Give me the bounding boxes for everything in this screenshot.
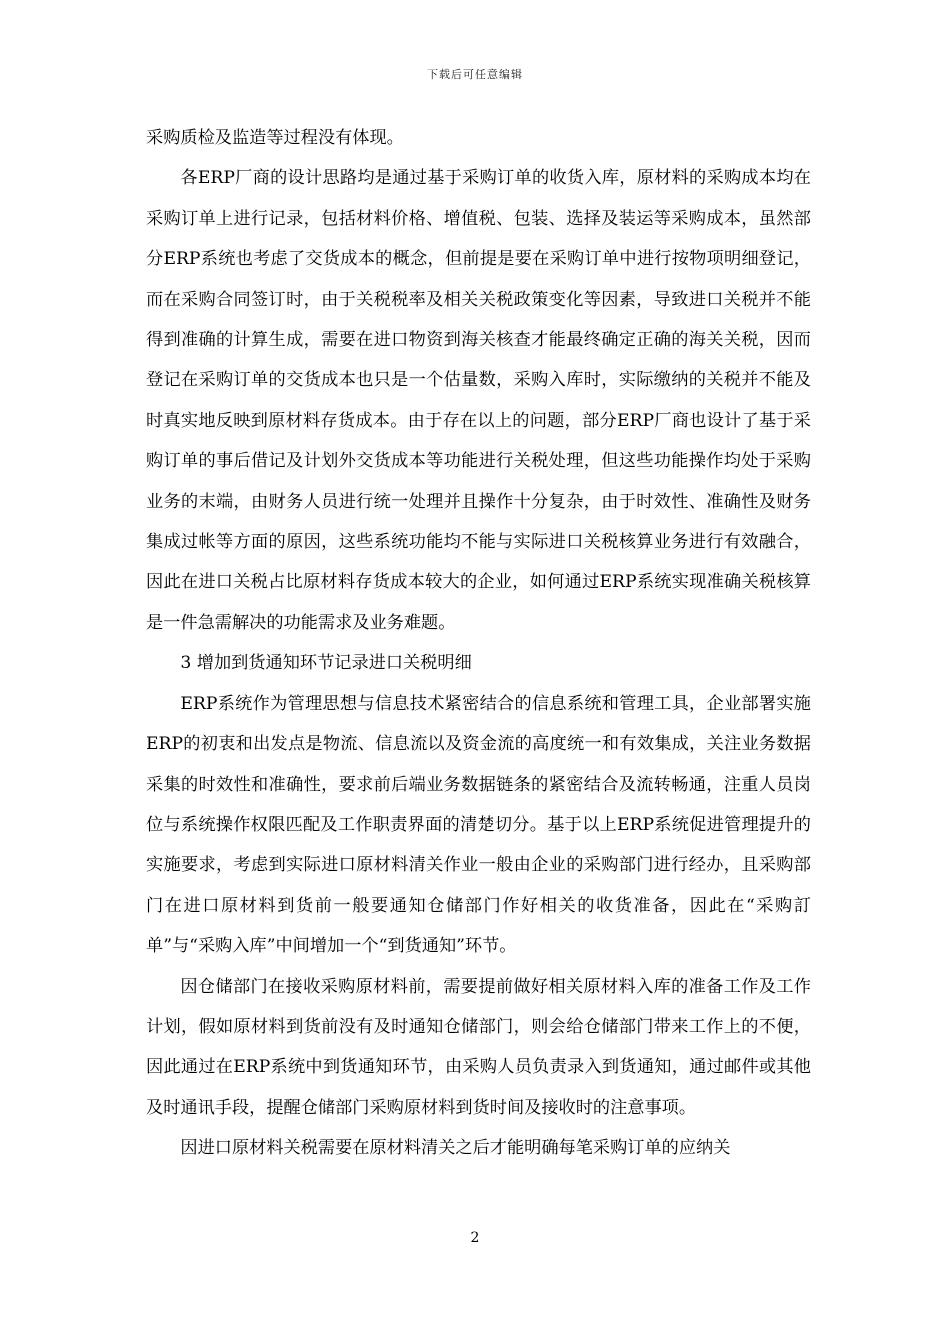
paragraph-erp-vendors: 各ERP厂商的设计思路均是通过基于采购订单的收货入库，原材料的采购成本均在采购订单上进行记录，包括材料价格、增值税、包装、选择及装运等采购成本，虽然部分ERP系统也考虑了交货成本的概念，但前提是要在采购订单中进行按物项明细登记，而在采购合同签订时，由于关税税率及相关关税政策变化等因素，导致进口关税并不能得到准确的计算生成，需要在进口物资到海关核查才能最终确定正确的海关关税，因而登记在采购订单的交货成本也只是一个估量数，采购入库时，实际缴纳的关税并不能及时真实地反映到原材料存货成本。由于存在以上的问题，部分ERP厂商也设计了基于采购订单的事后借记及计划外交货成本等功能进行关税处理，但这些功能操作均处于采购业务的末端，由财务人员进行统一处理并且操作十分复杂，由于时效性、准确性及财务集成过帐等方面的原因，这些系统功能均不能与实际进口关税核算业务进行有效融合，因此在进口关税占比原材料存货成本较大的企业，如何通过ERP系统实现准确关税核算是一件急需解决的功能需求及业务难题。: [146, 168, 811, 633]
paragraph-import-duty: 因进口原材料关税需要在原材料清关之后才能明确每笔采购订单的应纳关: [180, 1138, 731, 1159]
page-number: 2: [470, 1230, 480, 1246]
paragraph-warehouse: 因仓储部门在接收采购原材料前，需要提前做好相关原材料入库的准备工作及工作计划，假如原材料到货前没有及时通知仓储部门，则会给仓储部门带来工作上的不便，因此通过在ERP系统中到货通知环节，由采购人员负责录入到货通知，通过邮件或其他及时通讯手段，提醒仓储部门采购原材料到货时间及接收时的注意事项。: [146, 976, 811, 1118]
document-body: [146, 118, 811, 1169]
page-header-note: 下载后可任意编辑: [427, 68, 523, 81]
paragraph-continuation: 采购质检及监造等过程没有体现。: [146, 128, 404, 148]
section-heading: 3 增加到货通知环节记录进口关税明细: [180, 653, 472, 674]
paragraph-erp-system: ERP系统作为管理思想与信息技术紧密结合的信息系统和管理工具，企业部署实施ERP的初衷和出发点是物流、信息流以及资金流的高度统一和有效集成，关注业务数据采集的时效性和准确性，要求前后端业务数据链条的紧密结合及流转畅通，注重人员岗位与系统操作权限匹配及工作职责界面的清楚切分。基于以上ERP系统促进管理提升的实施要求，考虑到实际进口原材料清关作业一般由企业的采购部门进行经办，且采购部门在进口原材料到货前一般要通知仓储部门作好相关的收货准备，因此在“采购訂单”与“采购入库”中间增加一个“到货通知”环节。: [146, 693, 811, 957]
